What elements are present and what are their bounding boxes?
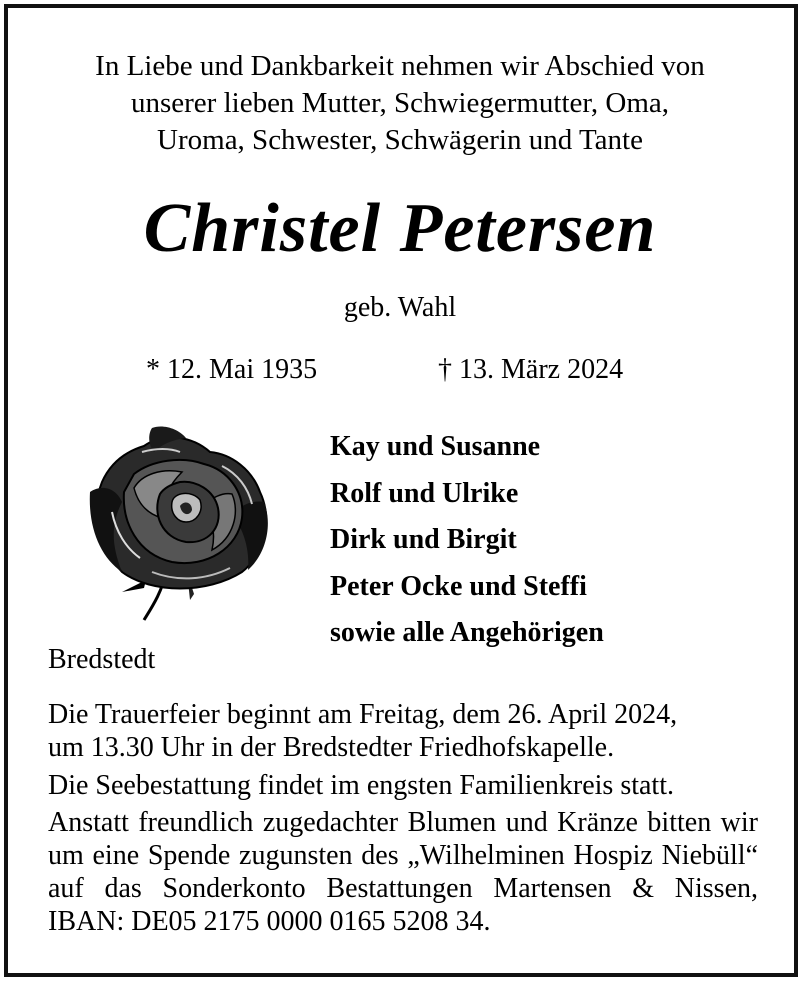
service-line-2: um 13.30 Uhr in der Bredstedter Friedhofskapelle. bbox=[48, 732, 615, 763]
burial-info: Die Seebestattung findet im engsten Familienkreis statt. bbox=[48, 770, 674, 801]
mourner-line: Kay und Susanne bbox=[330, 431, 541, 462]
intro-line-1: In Liebe und Dankbarkeit nehmen wir Abschied von bbox=[95, 50, 705, 82]
birth-date: * 12. Mai 1935 bbox=[146, 354, 318, 385]
mourners-list bbox=[330, 424, 604, 657]
place-name: Bredstedt bbox=[48, 644, 156, 675]
mourner-line: Peter Ocke und Steffi bbox=[330, 570, 587, 602]
service-line-1: Die Trauerfeier beginnt am Freitag, dem 26. April 2024, bbox=[48, 699, 678, 730]
intro-line-2: unserer lieben Mutter, Schwiegermutter, Oma, bbox=[130, 87, 670, 119]
death-date: † 13. März 2024 bbox=[438, 354, 624, 385]
rose-icon bbox=[82, 422, 272, 622]
mourner-line: Rolf und Ulrike bbox=[330, 477, 519, 509]
mourner-line: sowie alle Angehörigen bbox=[330, 617, 604, 648]
intro-text bbox=[0, 48, 800, 159]
intro-line-3: Uroma, Schwester, Schwägerin und Tante bbox=[157, 124, 643, 156]
mourner-line: Dirk und Birgit bbox=[330, 524, 517, 555]
maiden-name: geb. Wahl bbox=[343, 292, 457, 323]
deceased-name: Christel Petersen bbox=[143, 190, 657, 267]
service-info bbox=[48, 698, 758, 764]
donation-info: Anstatt freundlich zugedachter Blumen und Kränze bitten wir um eine Spende zugunsten des „Wilhelminen Hospiz Niebüll“ auf das Sonderkonto Bestattungen Martensen & Nissen, IBAN: DE05 2175 0000 0165 5208 34. bbox=[48, 807, 758, 937]
